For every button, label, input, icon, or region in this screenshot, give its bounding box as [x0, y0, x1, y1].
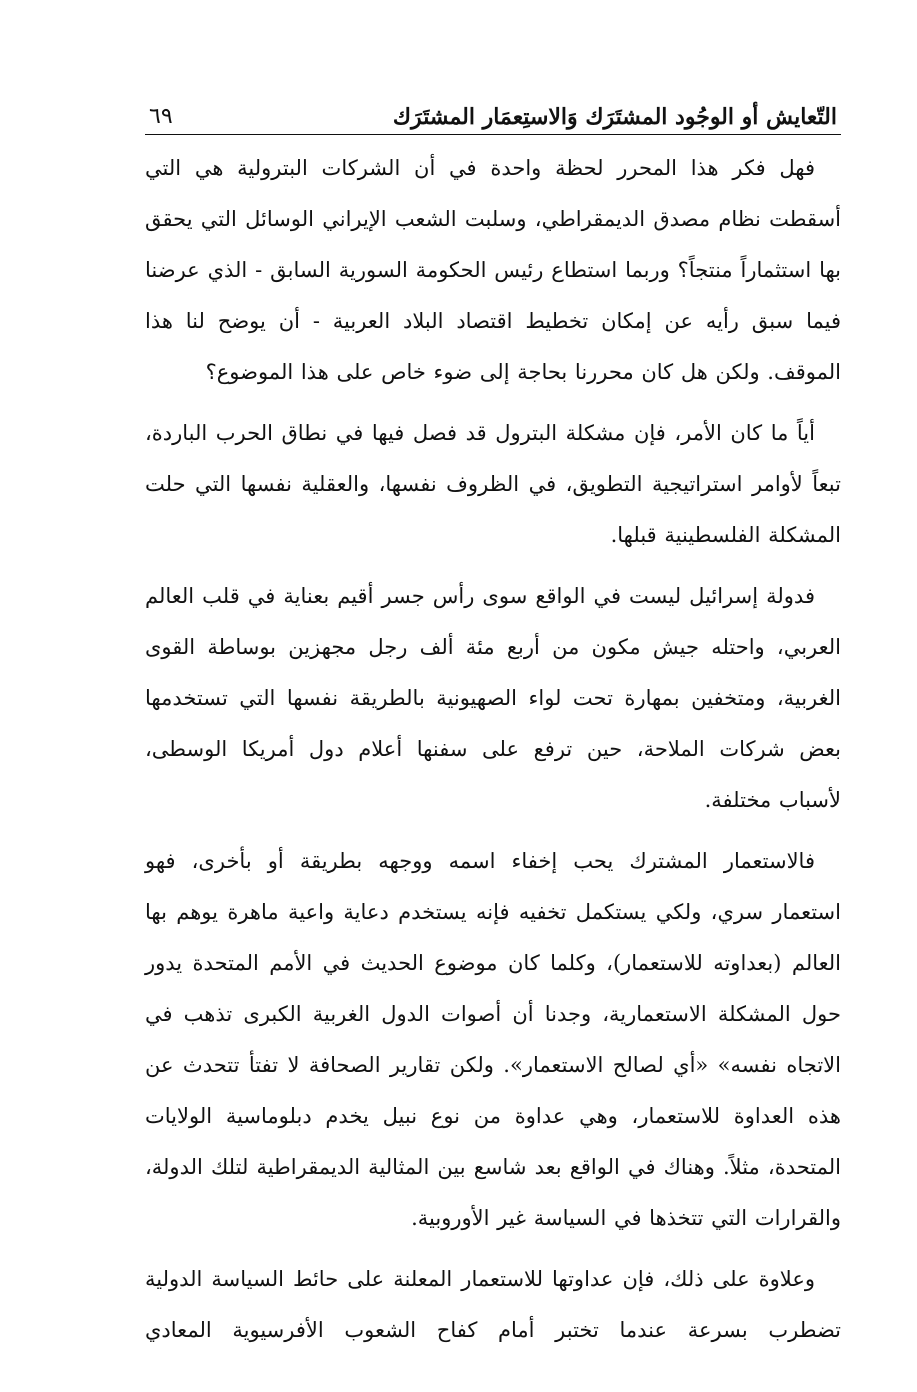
body-text [145, 143, 841, 1356]
paragraph-2: أياً ما كان الأمر، فإن مشكلة البترول قد فصل فيها في نطاق الحرب الباردة، تبعاً لأوامر استراتيجية التطويق، في الظروف نفسها، والعقلية نفسها التي حلت المشكلة الفلسطينية قبلها. [145, 421, 841, 547]
paragraph-3: فدولة إسرائيل ليست في الواقع سوى رأس جسر أقيم بعناية في قلب العالم العربي، واحتله جيش مكون من أربع مئة ألف رجل مجهزين بوساطة القوى الغربية، ومتخفين بمهارة تحت لواء الصهيونية بالطريقة نفسها التي تستخدمها بعض شركات الملاحة، حين ترفع على سفنها أعلام دول أمريكا الوسطى، لأسباب مختلفة. [145, 584, 841, 812]
page-number: ٦٩ [149, 103, 173, 129]
paragraph-5: وعلاوة على ذلك، فإن عداوتها للاستعمار المعلنة على حائط السياسة الدولية تضطرب بسرعة عندما تختبر أمام كفاح الشعوب الأفرسيوية المعادي [145, 1267, 841, 1342]
book-page [145, 78, 841, 1366]
chapter-title: التّعايش أو الوجُود المشتَرَك وَالاستِعمَار المشتَرَك [392, 103, 837, 130]
paragraph-4: فالاستعمار المشترك يحب إخفاء اسمه ووجهه بطريقة أو بأخرى، فهو استعمار سري، ولكي يستكمل تخفيه فإنه يستخدم دعاية واعية ماهرة يوهم بها العالم (بعداوته للاستعمار)، وكلما كان موضوع الحديث في الأمم المتحدة يدور حول المشكلة الاستعمارية، وجدنا أن أصوات الدول الغربية الكبرى تذهب في الاتجاه نفسه» «أي لصالح الاستعمار». ولكن تقارير الصحافة لا تفتأ تتحدث عن هذه العداوة للاستعمار، وهي عداوة من نوع نبيل يخدم دبلوماسية الولايات المتحدة، مثلاً. وهناك في الواقع بعد شاسع بين المثالية الديمقراطية لتلك الدولة، والقرارات التي تتخذها في السياسة غير الأوروبية. [145, 849, 841, 1230]
running-header [145, 78, 841, 135]
paragraph-1: فهل فكر هذا المحرر لحظة واحدة في أن الشركات البترولية هي التي أسقطت نظام مصدق الديمقراطي، وسلبت الشعب الإيراني الوسائل التي يحقق بها استثماراً منتجاً؟ وربما استطاع رئيس الحكومة السورية السابق - الذي عرضنا فيما سبق رأيه عن إمكان تخطيط اقتصاد البلاد العربية - أن يوضح لنا هذا الموقف. ولكن هل كان محررنا بحاجة إلى ضوء خاص على هذا الموضوع؟ [145, 156, 841, 384]
